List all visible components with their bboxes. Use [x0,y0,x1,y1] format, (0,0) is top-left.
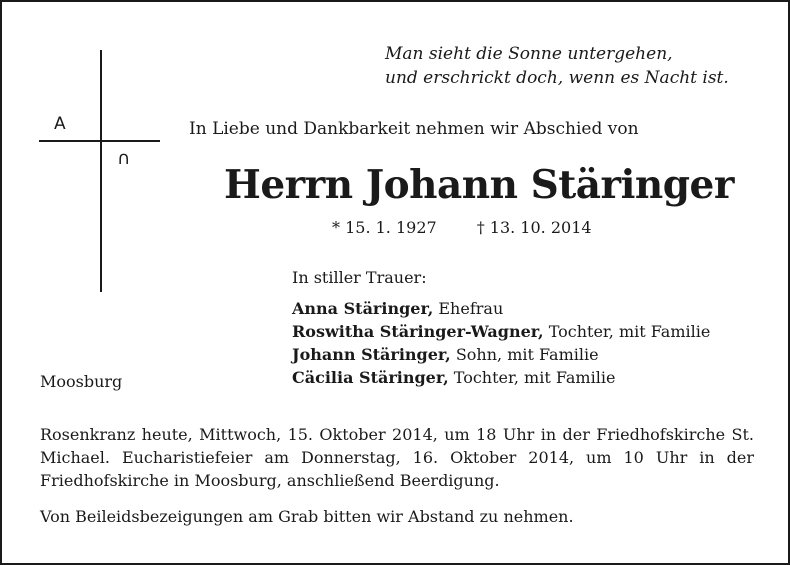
death-date: † 13. 10. 2014 [476,218,592,237]
place-name: Moosburg [40,372,123,391]
mourner-name: Johann Stäringer, [292,345,451,364]
cross-horizontal-bar [39,140,160,142]
condolence-note-paragraph: Von Beileidsbezeigungen am Grab bitten wir Abstand zu nehmen. [40,507,574,526]
mourner-item [292,343,710,366]
alpha-symbol-icon: A [54,114,66,134]
mourner-relation: Ehefrau [438,299,504,318]
mourning-label: In stiller Trauer: [292,268,427,287]
mourner-name: Anna Stäringer, [292,299,434,318]
quote-line-2: und erschrickt doch, wenn es Nacht ist. [385,68,729,88]
epigraph-quote [385,42,729,90]
mourner-item [292,320,710,343]
birth-date: * 15. 1. 1927 [332,218,437,237]
service-details-paragraph: Rosenkranz heute, Mittwoch, 15. Oktober 2014, um 18 Uhr in der Friedhofskirche St. Michael. Eucharistiefeier am Donnerstag, 16. Oktober 2014, um 10 Uhr in der Friedhofskirche in Moosburg, anschließend Beerdigung. [40,425,754,490]
quote-line-1: Man sieht die Sonne untergehen, [385,44,673,64]
mourner-item [292,366,710,389]
mourner-relation: Sohn, mit Familie [455,345,599,364]
mourner-name: Cäcilia Stäringer, [292,368,449,387]
mourner-name: Roswitha Stäringer-Wagner, [292,322,544,341]
intro-text: In Liebe und Dankbarkeit nehmen wir Abschied von [189,119,639,139]
cross-vertical-bar [100,50,102,292]
mourner-relation: Tochter, mit Familie [453,368,616,387]
mourner-relation: Tochter, mit Familie [548,322,711,341]
mourners-list [292,297,710,389]
mourner-item [292,297,710,320]
omega-symbol-icon: ∩ [117,148,131,169]
deceased-name: Herrn Johann Stäringer [224,162,734,208]
life-dates [332,218,592,237]
